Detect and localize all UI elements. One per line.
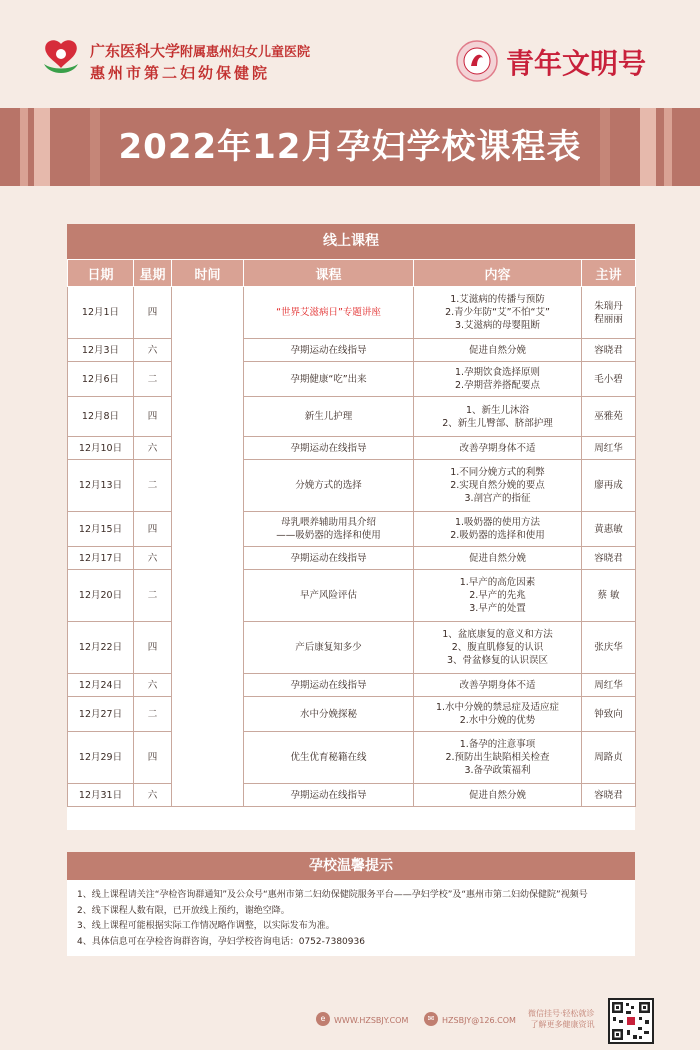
content-line: 3.备孕政策福利 xyxy=(464,765,531,776)
table-row xyxy=(68,460,636,512)
cell-course xyxy=(244,622,414,674)
cell-course xyxy=(244,547,414,570)
tips-list xyxy=(67,880,635,950)
content-line: 2.预防出生缺陷相关检查 xyxy=(445,752,550,763)
speaker-name: 黄惠敏 xyxy=(594,523,623,535)
tip-item: 2、线下课程人数有限，已开放线上预约，谢绝空降。 xyxy=(77,905,290,916)
table-row xyxy=(68,570,636,622)
cell-speaker xyxy=(582,512,636,547)
cell-speaker xyxy=(582,362,636,397)
university-name: 广东医科大学 xyxy=(90,42,181,60)
content-line: 1.水中分娩的禁忌症及适应症 xyxy=(435,702,560,713)
schedule-panel xyxy=(67,224,635,830)
cell-speaker xyxy=(582,674,636,697)
speaker-name: 蔡 敏 xyxy=(597,590,620,601)
cell-content xyxy=(414,570,582,622)
cell-course xyxy=(244,697,414,732)
course-line: 孕期健康“吃”出来 xyxy=(290,373,367,385)
content-line: 3.艾滋病的母婴阻断 xyxy=(454,320,541,331)
cell-course xyxy=(244,339,414,362)
cell-time xyxy=(172,287,244,807)
table-row xyxy=(68,437,636,460)
content-line: 促进自然分娩 xyxy=(468,552,526,564)
page-header xyxy=(0,0,700,100)
cell-content xyxy=(414,287,582,339)
course-line: “世界艾滋病日”专题讲座 xyxy=(276,307,381,318)
content-line: 1.孕期饮食选择原则 xyxy=(454,367,541,378)
content-line: 3、骨盆修复的认识误区 xyxy=(446,655,549,666)
course-line: 孕期运动在线指导 xyxy=(290,344,367,356)
cell-course xyxy=(244,460,414,512)
cell-course xyxy=(244,287,414,339)
cell-date: 12月17日 xyxy=(68,547,134,570)
speaker-name: 程丽丽 xyxy=(594,313,623,325)
footer-note xyxy=(528,1008,595,1030)
speaker-name: 钟致向 xyxy=(594,708,623,720)
content-line: 2.吸奶器的选择和使用 xyxy=(450,530,545,541)
cell-course xyxy=(244,732,414,784)
content-line: 1.不同分娩方式的利弊 xyxy=(450,467,545,478)
cell-date: 12月20日 xyxy=(68,570,134,622)
column-header-date: 日期 xyxy=(68,260,134,287)
cell-content xyxy=(414,697,582,732)
column-header-weekday: 星期 xyxy=(134,260,172,287)
cell-date: 12月24日 xyxy=(68,674,134,697)
cell-weekday: 六 xyxy=(134,437,172,460)
speaker-name: 毛小碧 xyxy=(594,373,623,385)
page-title: 2022年12月孕妇学校课程表 xyxy=(118,127,582,167)
cell-course xyxy=(244,397,414,437)
cell-speaker xyxy=(582,287,636,339)
course-line: 水中分娩探秘 xyxy=(299,708,357,720)
cell-weekday: 二 xyxy=(134,570,172,622)
cell-date: 12月22日 xyxy=(68,622,134,674)
table-row xyxy=(68,362,636,397)
speaker-name: 容晓君 xyxy=(594,344,623,356)
hospital-name-line2: 惠州市第二妇幼保健院 xyxy=(90,64,271,82)
table-row xyxy=(68,622,636,674)
content-line: 2.孕期营养搭配要点 xyxy=(454,380,541,391)
cell-date: 12月10日 xyxy=(68,437,134,460)
cell-weekday: 六 xyxy=(134,339,172,362)
footer-note-line2: 了解更多健康资讯 xyxy=(530,1020,595,1029)
content-line: 2、腹直肌修复的认识 xyxy=(451,642,544,653)
schedule-section-title: 线上课程 xyxy=(67,224,635,259)
cell-speaker xyxy=(582,437,636,460)
cell-speaker xyxy=(582,622,636,674)
cell-content xyxy=(414,547,582,570)
content-line: 3.剖宫产的指征 xyxy=(464,493,531,504)
cell-weekday: 六 xyxy=(134,784,172,807)
cell-content xyxy=(414,784,582,807)
table-row xyxy=(68,784,636,807)
course-line: ——吸奶器的选择和使用 xyxy=(276,530,381,541)
cell-weekday: 四 xyxy=(134,622,172,674)
cell-course xyxy=(244,362,414,397)
cell-speaker xyxy=(582,460,636,512)
email-link[interactable]: HZSBJY@126.COM xyxy=(442,1016,516,1025)
speaker-name: 巫雅苑 xyxy=(594,411,623,422)
cell-date: 12月15日 xyxy=(68,512,134,547)
speaker-name: 廖再成 xyxy=(594,480,623,491)
cell-weekday: 六 xyxy=(134,674,172,697)
table-header-row xyxy=(68,260,636,287)
cell-content xyxy=(414,362,582,397)
content-line: 2.水中分娩的优势 xyxy=(459,715,536,726)
page-footer xyxy=(0,990,700,1050)
content-line: 2.实现自然分娩的要点 xyxy=(450,480,545,491)
speaker-name: 张庆华 xyxy=(594,642,623,653)
cell-weekday: 四 xyxy=(134,287,172,339)
cell-date: 12月13日 xyxy=(68,460,134,512)
brand-name: 青年文明号 xyxy=(506,47,647,80)
table-row xyxy=(68,287,636,339)
cell-content xyxy=(414,674,582,697)
tip-item: 1、线上课程请关注“孕检咨询群通知”及公众号“惠州市第二妇幼保健院服务平台——孕妇学校”及“惠州市第二妇幼保健院”视频号 xyxy=(77,890,588,900)
column-header-content: 内容 xyxy=(414,260,582,287)
speaker-name: 容晓君 xyxy=(594,789,623,801)
content-line: 1.艾滋病的传播与预防 xyxy=(450,294,545,305)
cell-content xyxy=(414,460,582,512)
course-line: 分娩方式的选择 xyxy=(295,480,362,491)
cell-course xyxy=(244,437,414,460)
tip-item: 3、线上课程可能根据实际工作情况略作调整，以实际发布为准。 xyxy=(77,921,335,931)
cell-date: 12月6日 xyxy=(68,362,134,397)
cell-weekday: 四 xyxy=(134,512,172,547)
content-line: 改善孕期身体不适 xyxy=(459,679,536,691)
cell-speaker xyxy=(582,784,636,807)
speaker-name: 容晓君 xyxy=(594,552,623,564)
content-line: 促进自然分娩 xyxy=(468,789,526,801)
cell-weekday: 四 xyxy=(134,397,172,437)
course-line: 早产风险评估 xyxy=(299,590,357,601)
youth-civilization-logo-icon xyxy=(455,36,499,86)
content-line: 2.青少年防“艾”不怕“艾” xyxy=(445,307,550,318)
cell-date: 12月1日 xyxy=(68,287,134,339)
cell-content xyxy=(414,339,582,362)
table-row xyxy=(68,732,636,784)
hospital-name-line1 xyxy=(90,40,310,61)
course-line: 孕期运动在线指导 xyxy=(290,442,367,454)
website-icon: e xyxy=(316,1012,330,1026)
hospital-name: 附属惠州妇女儿童医院 xyxy=(180,45,311,60)
course-line: 孕期运动在线指导 xyxy=(290,552,367,564)
cell-weekday: 四 xyxy=(134,732,172,784)
speaker-name: 周红华 xyxy=(594,442,623,454)
cell-date: 12月3日 xyxy=(68,339,134,362)
email-icon: ✉ xyxy=(424,1012,438,1026)
cell-date: 12月31日 xyxy=(68,784,134,807)
tips-panel xyxy=(67,852,635,956)
cell-weekday: 二 xyxy=(134,460,172,512)
table-row xyxy=(68,339,636,362)
cell-content xyxy=(414,397,582,437)
course-line: 优生优育秘籍在线 xyxy=(290,752,367,763)
content-line: 1、盆底康复的意义和方法 xyxy=(442,629,553,640)
speaker-name: 周红华 xyxy=(594,679,623,691)
cell-content xyxy=(414,437,582,460)
course-line: 产后康复知多少 xyxy=(295,642,362,653)
hospital-logo-icon xyxy=(40,38,82,80)
cell-date: 12月29日 xyxy=(68,732,134,784)
course-line: 孕期运动在线指导 xyxy=(290,789,367,801)
content-line: 1、新生儿沐浴 xyxy=(465,404,530,416)
table-row xyxy=(68,547,636,570)
speaker-name: 周路贞 xyxy=(594,752,623,763)
cell-weekday: 二 xyxy=(134,697,172,732)
qr-code-icon[interactable] xyxy=(608,998,654,1044)
cell-speaker xyxy=(582,547,636,570)
column-header-time: 时间 xyxy=(172,260,244,287)
cell-course xyxy=(244,784,414,807)
cell-speaker xyxy=(582,697,636,732)
cell-speaker xyxy=(582,339,636,362)
cell-content xyxy=(414,622,582,674)
column-header-course: 课程 xyxy=(244,260,414,287)
content-line: 2.早产的先兆 xyxy=(469,590,526,601)
cell-course xyxy=(244,512,414,547)
tips-title: 孕校温馨提示 xyxy=(67,852,635,880)
cell-speaker xyxy=(582,732,636,784)
table-row xyxy=(68,697,636,732)
content-line: 1.吸奶器的使用方法 xyxy=(454,517,541,528)
column-header-speaker: 主讲 xyxy=(582,260,636,287)
cell-date: 12月27日 xyxy=(68,697,134,732)
content-line: 促进自然分娩 xyxy=(468,344,526,356)
course-line: 母乳喂养辅助用具介绍 xyxy=(280,517,376,528)
website-link[interactable]: WWW.HZSBJY.COM xyxy=(334,1016,409,1025)
content-line: 改善孕期身体不适 xyxy=(459,442,536,454)
cell-content xyxy=(414,732,582,784)
cell-weekday: 二 xyxy=(134,362,172,397)
tip-item: 4、具体信息可在孕检咨询群咨询，孕妇学校咨询电话：0752-7380936 xyxy=(77,936,365,947)
content-line: 1.备孕的注意事项 xyxy=(459,739,536,750)
cell-course xyxy=(244,674,414,697)
content-line: 3.早产的处置 xyxy=(469,603,526,614)
cell-weekday: 六 xyxy=(134,547,172,570)
schedule-table xyxy=(67,259,636,807)
table-row xyxy=(68,674,636,697)
course-line: 孕期运动在线指导 xyxy=(290,679,367,691)
cell-content xyxy=(414,512,582,547)
cell-speaker xyxy=(582,397,636,437)
table-row xyxy=(68,397,636,437)
course-line: 新生儿护理 xyxy=(304,411,353,422)
cell-speaker xyxy=(582,570,636,622)
content-line: 1.早产的高危因素 xyxy=(459,577,536,588)
footer-note-line1: 微信挂号·轻松就诊 xyxy=(528,1009,595,1018)
table-row xyxy=(68,512,636,547)
speaker-name: 朱瑞丹 xyxy=(594,300,623,312)
cell-date: 12月8日 xyxy=(68,397,134,437)
cell-course xyxy=(244,570,414,622)
content-line: 2、新生儿臀部、脐部护理 xyxy=(442,417,553,429)
